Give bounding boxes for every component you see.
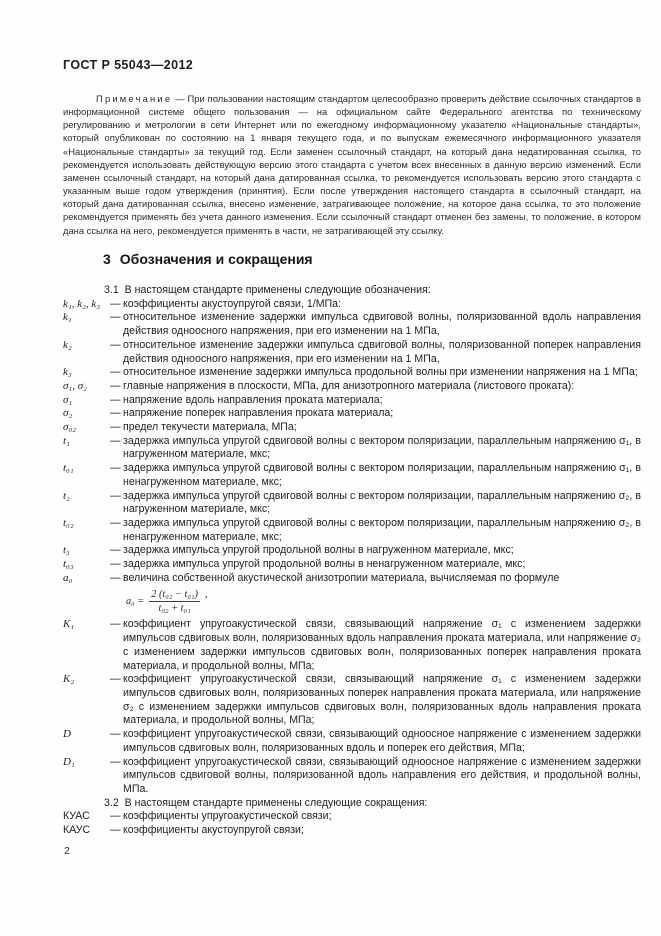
definition-text: коэффициенты акустоупругой связи, 1/МПа: xyxy=(123,297,341,310)
symbol-label: D xyxy=(63,728,71,741)
def-row-t01 xyxy=(63,462,641,489)
symbol-label: σ₀₂ xyxy=(63,421,77,434)
section-number: 3 xyxy=(103,251,111,267)
dash-separator: — xyxy=(110,544,121,557)
abbr-row-kaus xyxy=(63,824,641,838)
definition-text: задержка импульса упругой сдвиговой волны с вектором поляризации, параллельным напряжению σ₂, в ненагруженном материале, мкс; xyxy=(123,516,641,543)
definition-text: задержка импульса упругой продольной волны в нагруженном материале, мкс; xyxy=(123,544,514,557)
dash-separator: — xyxy=(110,516,121,529)
clause-3-2: 3.2 В настоящем стандарте применены следующие сокращения: xyxy=(104,796,428,809)
definition-text: задержка импульса упругой сдвиговой волны с вектором поляризации, параллельным напряжению σ₂, в нагруженном материале, мкс; xyxy=(123,489,641,516)
formula-lhs: a₀ = xyxy=(126,596,145,608)
def-row-k3 xyxy=(63,366,641,380)
definition-text: коэффициент упругоакустической связи, связывающий напряжение σ₁ с изменением задержки импульсов сдвиговых волн, поляризованных поперек направления проката материала, или напряжение σ₂ с изменением задержки импульсов сдвиговых волн, поляризованных вдоль направления проката материала, и продольной волны, МПа; xyxy=(123,673,641,727)
definition-text-a0: величина собственной акустической анизотропии материала, вычисляемая по формуле xyxy=(123,571,560,584)
symbol-label: t₀₁ xyxy=(63,462,74,475)
def-row-t2 xyxy=(63,490,641,517)
definition-text: напряжение поперек направления проката материала; xyxy=(123,407,394,420)
abbr-text: коэффициенты акустоупругой связи; xyxy=(123,824,304,837)
dash-separator: — xyxy=(110,297,121,310)
definition-text: задержка импульса упругой сдвиговой волны с вектором поляризации, параллельным напряжению σ₁, в ненагруженном материале, мкс; xyxy=(123,462,641,488)
def-row-K1 xyxy=(63,618,641,673)
symbol-label: t₂ xyxy=(63,489,70,502)
formula-suffix: , xyxy=(204,589,208,601)
definition-text: относительное изменение задержки импульса продольной волны при изменении напряжения на 1 МПа; xyxy=(123,366,638,379)
formula-denominator: t₀₂ + t₀₁ xyxy=(158,603,191,615)
formula-fraction xyxy=(149,589,200,614)
definition-text: предел текучести материала, МПа; xyxy=(123,421,297,434)
dash-separator: — xyxy=(110,824,121,837)
note-text: — При пользовании настоящим стандартом целесообразно проверить действие ссылочных стандартов в информационной системе общего пользования — на официальном сайте Федерального агентства по техническому регулированию и метрологии в сети Интернет или по ежегодному информационному указателю «Национальные стандарты», который опубликован по состоянию на 1 января текущего года, и по выпускам ежемесячного информационного указателя «Национальные стандарты» за текущий год. Если заменен ссылочный стандарт, на который дана недатированная ссылка, то рекомендуется использовать действующую версию этого стандарта с учетом всех внесенных в данную версию изменений. Если заменен ссылочный стандарт, на который дана датированная ссылка, то рекомендуется использовать версию этого стандарта с указанным выше годом утверждения (принятия). Если после утверждения настоящего стандарта в ссылочный стандарт, на который дана датированная ссылка, внесено изменение, затрагивающее положение, на которое дана ссылка, то это положение рекомендуется применять без учета данного изменения. Если ссылочный стандарт отменен без замены, то положение, в котором дана ссылка на него, рекомендуется применять в части, не затрагивающей эту ссылку. xyxy=(63,93,641,236)
symbol-label: σ₁ xyxy=(63,393,73,406)
dash-separator: — xyxy=(110,379,121,392)
note-paragraph xyxy=(63,92,641,237)
def-row-sigma02 xyxy=(63,421,641,435)
abbr-label: КАУС xyxy=(63,824,91,837)
dash-separator: — xyxy=(110,407,121,420)
def-row-a0 xyxy=(63,572,641,619)
dash-separator: — xyxy=(110,810,121,823)
definition-text: задержка импульса упругой продольной волны в ненагруженном материале, мкс; xyxy=(123,558,526,571)
section-heading xyxy=(103,251,313,267)
definition-text: коэффициент упругоакустической связи, связывающий одноосное напряжение с изменением задержки импульсов сдвиговых волн, поляризованных вдоль и поперек его действия, МПа; xyxy=(123,728,641,754)
def-row-t1 xyxy=(63,435,641,462)
abbr-row-kuas xyxy=(63,810,641,824)
dash-separator: — xyxy=(110,618,121,631)
def-row-K2 xyxy=(63,673,641,728)
def-row-k1 xyxy=(63,311,641,338)
abbr-text: коэффициенты упругоакустической связи; xyxy=(123,810,332,823)
def-row-t3 xyxy=(63,544,641,558)
definition-text: коэффициент упругоакустической связи, связывающий напряжение σ₁ с изменением задержки импульсов сдвиговых волн, поляризованных вдоль направления проката материала, или напряжение σ₂ с изменением задержки импульсов сдвиговых волн, поляризованных поперек направления проката материала, и продольной волны, МПа; xyxy=(123,618,641,672)
definition-text: задержка импульса упругой сдвиговой волны с вектором поляризации, параллельным напряжению σ₁, в нагруженном материале, мкс; xyxy=(123,434,641,461)
definition-text: относительное изменение задержки импульса сдвиговой волны, поляризованной поперек направления действия одноосного напряжения, при его изменении на 1 МПа, xyxy=(123,338,641,365)
symbol-label: k₁ xyxy=(63,311,72,324)
symbol-label: k₃ xyxy=(63,366,72,379)
abbr-label: КУАС xyxy=(63,810,90,823)
section-body xyxy=(63,284,641,838)
dash-separator: — xyxy=(110,728,121,741)
document-title: ГОСТ Р 55043—2012 xyxy=(63,58,194,72)
def-row-sigma1-sigma2 xyxy=(63,380,641,394)
symbol-label: K₁ xyxy=(63,618,75,631)
dash-separator: — xyxy=(110,755,121,768)
symbol-label: D₁ xyxy=(63,755,75,768)
def-row-sigma2 xyxy=(63,407,641,421)
def-row-D xyxy=(63,728,641,755)
dash-separator: — xyxy=(110,366,121,379)
symbol-label: t₀₂ xyxy=(63,516,74,529)
dash-separator: — xyxy=(110,489,121,502)
def-row-sigma1 xyxy=(63,394,641,408)
definition-text xyxy=(123,572,641,619)
def-row-k1-k2-k3 xyxy=(63,298,641,312)
dash-separator: — xyxy=(110,558,121,571)
formula-numerator: 2 (t₀₂ − t₀₁) xyxy=(151,589,198,601)
clause-3-1: 3.1 В настоящем стандарте применены следующие обозначения: xyxy=(104,284,431,296)
dash-separator: — xyxy=(110,311,121,324)
definition-text: относительное изменение задержки импульса сдвиговой волны, поляризованной вдоль направления действия одноосного напряжения, при его изменении на 1 МПа, xyxy=(123,311,641,338)
symbol-label: σ₂ xyxy=(63,407,73,420)
dash-separator: — xyxy=(110,393,121,406)
def-row-t03 xyxy=(63,558,641,572)
page-number: 2 xyxy=(64,845,70,857)
def-row-D1 xyxy=(63,756,641,797)
dash-separator: — xyxy=(110,421,121,434)
symbol-definition-list xyxy=(63,298,641,797)
symbol-label: a₀ xyxy=(63,571,73,584)
def-row-t02 xyxy=(63,517,641,544)
definition-text: коэффициент упругоакустической связи, связывающий одноосное напряжение с изменением задержки импульсов сдвиговой волны, поляризованной вдоль направления его действия, и продольной волны, МПа. xyxy=(123,755,641,795)
note-label: Примечание xyxy=(96,93,173,104)
symbol-label: t₃ xyxy=(63,544,70,557)
symbol-label: k₁, k₂, k₃ xyxy=(63,297,101,310)
dash-separator: — xyxy=(110,338,121,351)
anisotropy-formula xyxy=(126,589,641,614)
def-row-k2 xyxy=(63,339,641,366)
definition-text: напряжение вдоль направления проката материала; xyxy=(123,393,383,406)
dash-separator: — xyxy=(110,462,121,475)
dash-separator: — xyxy=(110,673,121,686)
symbol-label: K₂ xyxy=(63,673,75,686)
dash-separator: — xyxy=(110,434,121,447)
dash-separator: — xyxy=(110,571,121,584)
symbol-label: t₀₃ xyxy=(63,558,74,571)
section-title: Обозначения и сокращения xyxy=(119,251,313,267)
definition-text: главные напряжения в плоскости, МПа, для анизотропного материала (листового проката): xyxy=(123,379,575,392)
symbol-label: k₂ xyxy=(63,338,72,351)
symbol-label: t₁ xyxy=(63,434,70,447)
symbol-label: σ₁, σ₂ xyxy=(63,379,87,392)
